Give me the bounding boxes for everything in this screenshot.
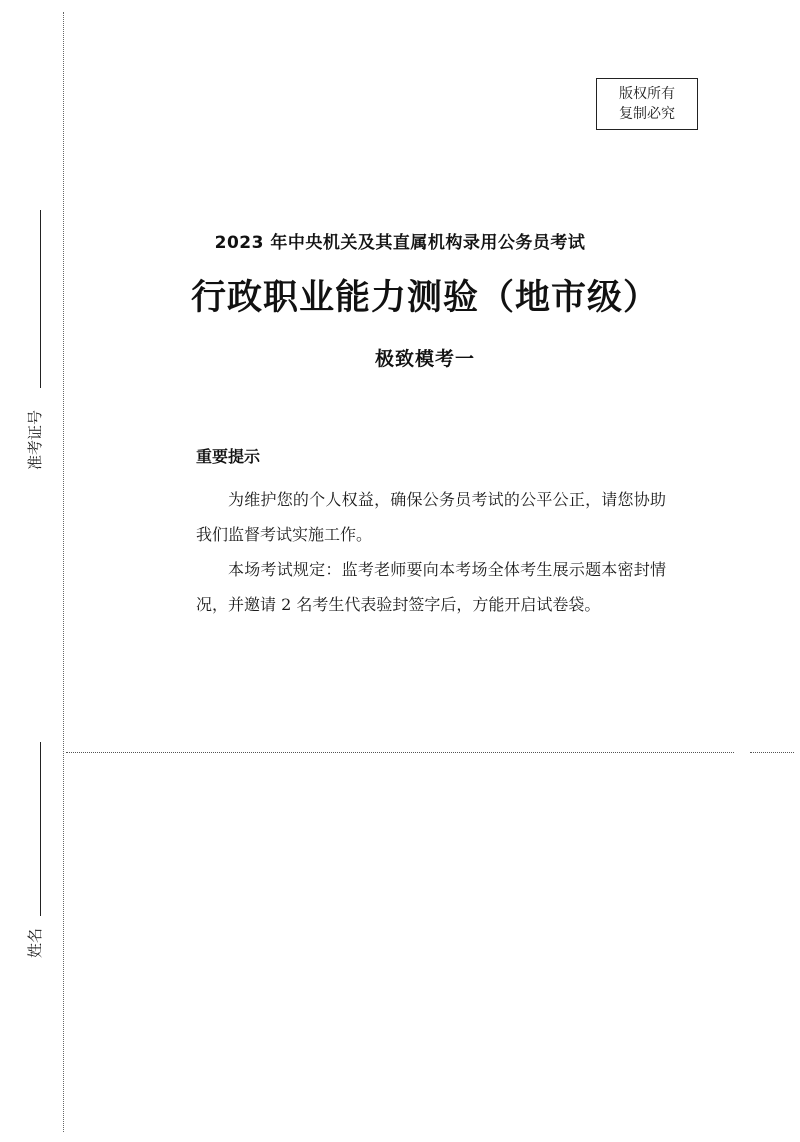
copyright-box (596, 78, 698, 130)
fold-dotted-line-right (750, 752, 794, 753)
mock-exam-title: 极致模考一 (374, 348, 475, 370)
notice-paragraph-2: 本场考试规定：监考老师要向本考场全体考生展示题本密封情况，并邀请 2 名考生代表验封签字后，方能开启试卷袋。 (196, 560, 666, 614)
notice-heading: 重要提示 (196, 447, 261, 466)
name-underline (40, 742, 41, 916)
copyright-line-2: 复制必究 (619, 106, 675, 122)
copyright-line-1: 版权所有 (619, 86, 675, 102)
exam-subtitle: 2023 年中央机关及其直属机构录用公务员考试 (214, 233, 586, 253)
binding-margin-line (63, 12, 64, 1132)
exam-title: 行政职业能力测验（地市级） (190, 277, 659, 318)
notice-paragraph-1: 为维护您的个人权益，确保公务员考试的公平公正，请您协助我们监督考试实施工作。 (196, 490, 666, 544)
name-label: 姓名 (26, 927, 44, 958)
fold-dotted-line (66, 752, 734, 753)
exam-id-label: 准考证号 (26, 409, 44, 470)
notice-body (196, 482, 666, 622)
